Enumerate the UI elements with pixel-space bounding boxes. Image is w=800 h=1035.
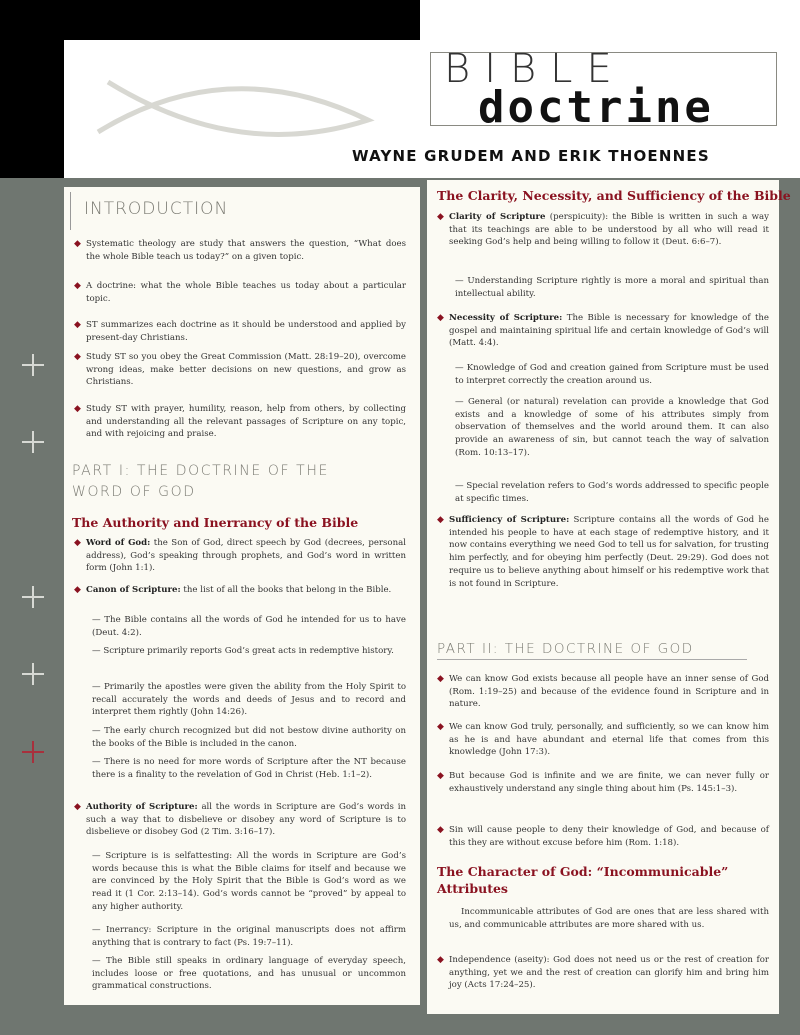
authority-item (86, 801, 406, 839)
part2-heading-rule (437, 659, 747, 660)
bullet-icon: ◆ (437, 212, 444, 222)
part2-heading: PART II: THE DOCTRINE OF GOD (437, 641, 694, 657)
part2-bullet: But because God is infinite and we are finite, we can never fully or exhaustively understand any single thing about him (Ps. 145:1–3). (449, 771, 769, 794)
bullet-icon: ◆ (74, 585, 81, 595)
character-heading-line2: Attributes (437, 881, 508, 896)
bullet-icon: ◆ (74, 320, 81, 330)
canon-sub-item: — There is no need for more words of Scripture after the NT because there is a finality to the revelation of God in Christ (Heb. 1:1–2). (92, 757, 406, 780)
canon-item (86, 584, 406, 597)
sufficiency-text: Scripture contains all the words of God he intended his people to have at each stage of redemptive history, and it now contains everything we need God to tell us for salvation, for trusting him perfectly, and for obeying him perfectly (Deut. 29:29). God does not require us to believe anything about himself or his redemptive work that is not found in Scripture. (449, 515, 770, 589)
necessity-sub-item: — General (or natural) revelation can provide a knowledge that God exists and a knowledge of some of his attributes simply from observation of themselves and the world around them. It can also provide an awareness of sin, but cannot teach the way of salvation (Rom. 10:13–17). (455, 397, 769, 458)
bullet-icon: ◆ (74, 352, 81, 362)
bullet-icon: ◆ (437, 515, 444, 525)
bullet-icon: ◆ (437, 722, 444, 732)
introduction-heading: INTRODUCTION (84, 199, 229, 219)
bullet-icon: ◆ (74, 538, 81, 548)
bullet-icon: ◆ (74, 404, 81, 414)
title-bible: BIBLE (444, 46, 626, 92)
canon-sub-item: — The Bible contains all the words of God he intended for us to have (Deut. 4:2). (92, 615, 406, 638)
intro-bullet: A doctrine: what the whole Bible teaches us today about a particular topic. (86, 281, 406, 304)
sufficiency-term: Sufficiency of Scripture: (449, 515, 570, 525)
plus-mark-icon (22, 663, 44, 685)
word-of-god-text: the Son of God, direct speech by God (decrees, personal address), God’s speaking through prophets, and God’s word in written form (John 1:1). (86, 538, 407, 574)
authority-text: all the words in Scripture are God’s words in such a way that to disbelieve or disobey any word of Scripture is to disbelieve or disobey God (2 Tim. 3:16–17). (86, 802, 406, 838)
authority-sub-item: — Scripture is is selfattesting: All the words in Scripture are God’s words because this is what the Bible claims for itself and because we are convinced by the Holy Spirit that the Bible is God’s word as we read it (1 Cor. 2:13–14). God’s words cannot be “proved” by appeal to any higher authority. (92, 851, 406, 912)
necessity-sub-item: — Special revelation refers to God’s words addressed to specific people at specific times. (455, 481, 769, 504)
authority-heading: The Authority and Inerrancy of the Bible (72, 515, 359, 530)
authority-sub-item: — The Bible still speaks in ordinary language of everyday speech, includes loose or free quotations, and has unusual or uncommon grammatical constructions. (92, 956, 406, 992)
canon-sub-item: — Scripture primarily reports God’s great acts in redemptive history. (92, 646, 394, 656)
title-doctrine: doctrine (478, 82, 714, 133)
ichthus-fish-icon (88, 62, 388, 162)
part2-bullet: We can know God truly, personally, and sufficiently, so we can know him as he is and have abundant and eternal life that comes from this knowledge (John 17:3). (449, 722, 769, 758)
canon-term: Canon of Scripture: (86, 585, 181, 595)
clarity-text: (perspicuity): the Bible is written in such a way that its teachings are able to be understood by all who will read it seeking God’s help and being willing to follow it (Deut. 6:6–7). (449, 212, 769, 248)
canon-sub-item: — Primarily the apostles were given the ability from the Holy Spirit to recall accurately the words and deeds of Jesus and to record and interpret them rightly (John 14:26). (92, 682, 406, 718)
character-intro: Incommunicable attributes of God are ones that are less shared with us, and communicable attributes are more shared with us. (449, 907, 769, 930)
clarity-item (449, 211, 769, 249)
clarity-sub-item: — Understanding Scripture rightly is more a moral and spiritual than intellectual ability. (455, 276, 769, 299)
part1-heading-line2: WORD OF GOD (72, 484, 196, 500)
header-white-top (420, 0, 800, 42)
bullet-icon: ◆ (437, 955, 444, 965)
bullet-icon: ◆ (437, 674, 444, 684)
authority-sub-item: — Inerrancy: Scripture in the original manuscripts does not affirm anything that is contrary to fact (Ps. 19:7–11). (92, 925, 406, 948)
plus-mark-icon (22, 431, 44, 453)
bullet-icon: ◆ (437, 825, 444, 835)
bullet-icon: ◆ (437, 313, 444, 323)
bullet-icon: ◆ (74, 802, 81, 812)
canon-sub-item: — The early church recognized but did not bestow divine authority on the books of the Bible is included in the canon. (92, 726, 406, 749)
bullet-icon: ◆ (74, 281, 81, 291)
necessity-term: Necessity of Scripture: (449, 313, 563, 323)
necessity-sub-item: — Knowledge of God and creation gained from Scripture must be used to interpret correctly the creation around us. (455, 363, 769, 386)
word-of-god-term: Word of God: (86, 538, 151, 548)
part1-heading-line1: PART I: THE DOCTRINE OF THE (72, 463, 329, 479)
plus-mark-icon (22, 354, 44, 376)
canon-text: the list of all the books that belong in the Bible. (183, 585, 392, 595)
authors-line: WAYNE GRUDEM AND ERIK THOENNES (352, 147, 710, 165)
introduction-tab-border (70, 192, 71, 230)
intro-bullet: Study ST so you obey the Great Commission (Matt. 28:19–20), overcome wrong ideas, make better decisions on new questions, and grow as Christians. (86, 352, 406, 388)
clarity-term: Clarity of Scripture (449, 212, 546, 222)
intro-bullet: Systematic theology are study that answers the question, “What does the whole Bible teach us today?” on a given topic. (86, 239, 406, 262)
part2-bullet: Sin will cause people to deny their knowledge of God, and because of this they are without excuse before him (Rom. 1:18). (449, 825, 769, 848)
independence-item: Independence (aseity): God does not need us or the rest of creation for anything, yet we and the rest of creation can glorify him and bring him joy (Acts 17:24–25). (449, 955, 769, 991)
plus-mark-icon (22, 586, 44, 608)
necessity-item (449, 312, 769, 350)
bullet-icon: ◆ (74, 239, 81, 249)
intro-bullet: ST summarizes each doctrine as it should be understood and applied by present-day Christians. (86, 320, 406, 343)
word-of-god-item (86, 537, 406, 575)
intro-bullet: Study ST with prayer, humility, reason, help from others, by collecting and understanding all the relevant passages of Scripture on any topic, and with rejoicing and praise. (86, 404, 406, 440)
character-heading-line1: The Character of God: “Incommunicable” (437, 864, 729, 879)
sufficiency-item (449, 514, 769, 590)
red-plus-mark-icon (22, 741, 44, 763)
clarity-heading: The Clarity, Necessity, and Sufficiency of the Bible (437, 188, 791, 203)
necessity-text: The Bible is necessary for knowledge of the gospel and maintaining spiritual life and certain knowledge of God’s will (Matt. 4:4). (449, 313, 770, 349)
bullet-icon: ◆ (437, 771, 444, 781)
part2-bullet: We can know God exists because all people have an inner sense of God (Rom. 1:19–25) and because of the evidence found in Scripture and in nature. (449, 674, 769, 710)
authority-term: Authority of Scripture: (86, 802, 198, 812)
